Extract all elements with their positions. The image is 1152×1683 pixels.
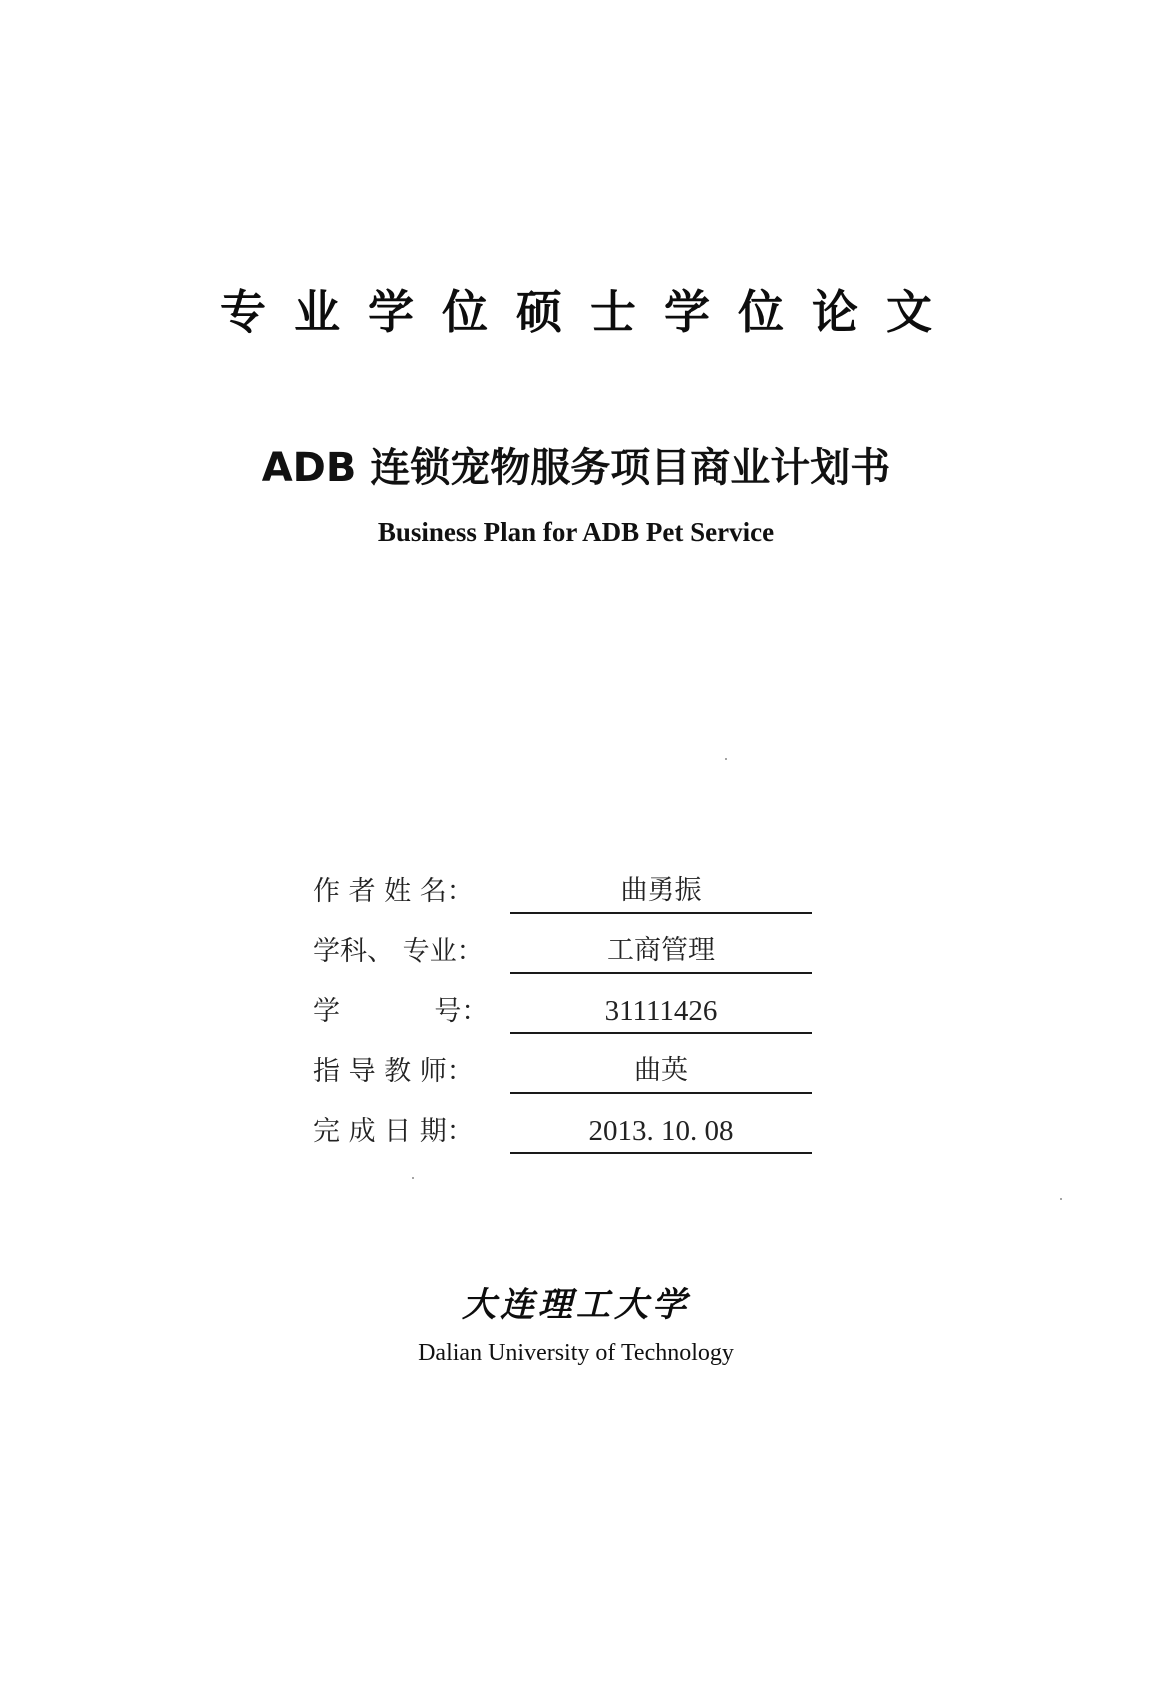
advisor-label: 指 导 教 师： (313, 1056, 474, 1087)
author-name-label: 作 者 姓 名： (313, 876, 474, 907)
author-info-table (313, 870, 813, 1170)
completion-date-field (510, 1110, 812, 1154)
scan-speck (725, 758, 727, 760)
student-id-value: 31111426 (604, 995, 718, 1027)
major-field (510, 930, 812, 974)
info-row-major (313, 930, 813, 990)
info-row-advisor (313, 1050, 813, 1110)
scan-speck (1060, 1198, 1062, 1200)
thesis-title-english: Business Plan for ADB Pet Service (377, 517, 775, 547)
major-label: 学科、 专业： (313, 936, 484, 967)
student-id-label: 学 号： (313, 996, 489, 1027)
info-row-author (313, 870, 813, 930)
author-name-value: 曲勇振 (620, 875, 702, 906)
advisor-field (510, 1050, 812, 1094)
info-row-student-id (313, 990, 813, 1050)
university-name-english: Dalian University of Technology (418, 1340, 734, 1366)
completion-date-label: 完 成 日 期： (313, 1116, 474, 1147)
major-value: 工商管理 (607, 935, 715, 966)
university-name-chinese: 大连理工大学 (462, 1285, 690, 1325)
degree-type-heading: 专业学位硕士学位论文 (220, 285, 960, 339)
thesis-title-chinese: ADB 连锁宠物服务项目商业计划书 (261, 445, 891, 491)
author-name-field (510, 870, 812, 914)
scan-speck (412, 1177, 414, 1179)
student-id-field (510, 990, 812, 1034)
info-row-completion-date (313, 1110, 813, 1170)
completion-date-value: 2013. 10. 08 (588, 1115, 734, 1147)
advisor-value: 曲英 (634, 1055, 688, 1086)
